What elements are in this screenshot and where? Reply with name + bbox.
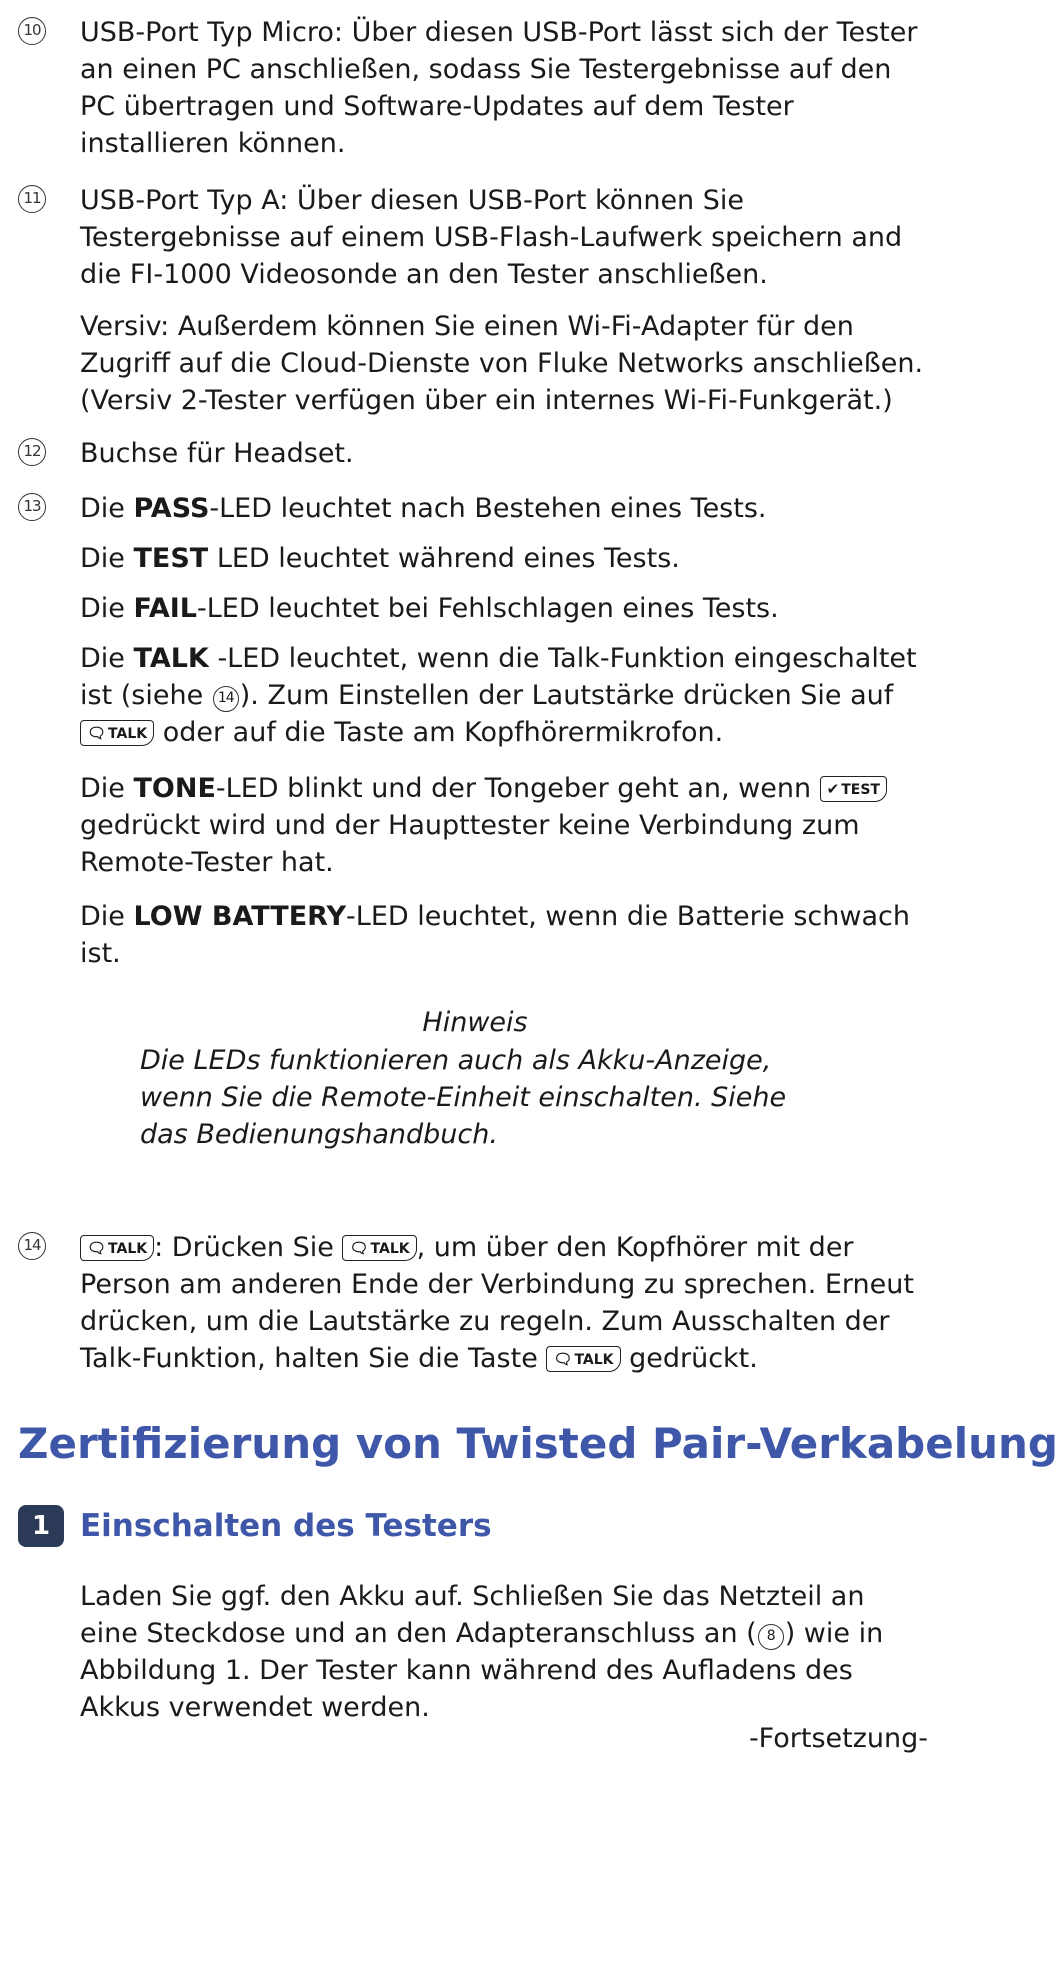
speech-bubble-icon: 🗨︎ <box>87 1239 107 1257</box>
item-text: USB-Port Typ Micro: Über diesen USB-Port lässt sich der Tester an einen PC anschließen, sodass Sie Testergebnisse auf den PC übertragen und Software-Updates auf dem Tester installieren können. <box>80 17 918 159</box>
item-14 <box>18 1229 930 1377</box>
item-11 <box>18 182 930 293</box>
test-key: ✔ TEST <box>820 776 887 802</box>
talk-key: 🗨︎ TALK <box>80 1235 154 1261</box>
fail-label: FAIL <box>133 593 197 624</box>
low-battery-led-text: Die LOW BATTERY-LED leuchtet, wenn die Batterie schwach ist. <box>80 901 910 969</box>
step-title: Einschalten des Testers <box>80 1508 492 1544</box>
item-10 <box>18 14 930 162</box>
checkmark-icon: ✔ <box>826 780 840 798</box>
item-11-versiv-note: Versiv: Außerdem können Sie einen Wi-Fi-Adapter für den Zugriff auf die Cloud-Dienste von Fluke Networks anschließen. (Versiv 2-Tester verfügen über ein internes Wi-Fi-Funkgerät.) <box>80 311 924 416</box>
item-number: 13 <box>18 493 46 521</box>
note-title: Hinweis <box>422 1007 528 1038</box>
talk-key: 🗨︎ TALK <box>80 720 154 746</box>
speech-bubble-icon: 🗨︎ <box>349 1239 369 1257</box>
talk-led-text: Die TALK -LED leuchtet, wenn die Talk-Funktion eingeschaltet ist (siehe 14 ). Zum Einstellen der Lautstärke drücken Sie auf 🗨︎ TALK oder auf die Taste am Kopfhörermikrofon. <box>80 643 917 748</box>
talk-key: 🗨︎ TALK <box>546 1346 620 1372</box>
step-number-badge: 1 <box>18 1505 64 1547</box>
step-body: Laden Sie ggf. den Akku auf. Schließen Sie das Netzteil an eine Steckdose und an den Adapteranschluss an ( 8 ) wie in Abbildung 1. Der Tester kann während des Aufladens des Akkus verwendet werden. <box>80 1581 884 1723</box>
tone-led-text: Die TONE-LED blinkt und der Tongeber geht an, wenn ✔ TEST gedrückt wird und der Haupttester keine Verbindung zum Remote-Tester hat. <box>80 770 930 881</box>
item-reference: 14 <box>213 686 239 712</box>
pass-led-text: Die PASS-LED leuchtet nach Bestehen eines Tests. <box>80 493 767 524</box>
test-led-text: Die TEST LED leuchtet während eines Tests. <box>80 543 680 574</box>
item-reference: 8 <box>758 1624 784 1650</box>
item-text: USB-Port Typ A: Über diesen USB-Port können Sie Testergebnisse auf einem USB-Flash-Laufwerk speichern and die FI-1000 Videosonde an den Tester anschließen. <box>80 185 903 290</box>
item-number: 11 <box>18 185 46 213</box>
item-text: Buchse für Headset. <box>80 438 354 469</box>
item-number: 12 <box>18 438 46 466</box>
item-12 <box>18 435 930 472</box>
item-number: 10 <box>18 17 46 45</box>
speech-bubble-icon: 🗨︎ <box>553 1350 573 1368</box>
test-label: TEST <box>133 543 209 574</box>
item-number: 14 <box>18 1232 46 1260</box>
continued-marker: -Fortsetzung- <box>748 1723 928 1754</box>
fail-led-text: Die FAIL-LED leuchtet bei Fehlschlagen eines Tests. <box>80 593 779 624</box>
low-battery-label: LOW BATTERY <box>133 901 347 932</box>
talk-label: TALK <box>133 643 209 674</box>
tone-label: TONE <box>133 773 216 804</box>
talk-key: 🗨︎ TALK <box>342 1235 416 1261</box>
item-text: 🗨︎ TALK : Drücken Sie 🗨︎ TALK , um über den Kopfhörer mit der Person am anderen Ende der Verbindung zu sprechen. Erneut drücken, um die Lautstärke zu regeln. Zum Ausschalten der Talk-Funktion, halten Sie die Taste 🗨︎ TALK gedrückt. <box>80 1232 914 1374</box>
speech-bubble-icon: 🗨︎ <box>87 724 107 742</box>
section-heading: Zertifizierung von Twisted Pair-Verkabelung <box>18 1419 1058 1468</box>
note-body: Die LEDs funktionieren auch als Akku-Anzeige, wenn Sie die Remote-Einheit einschalten. Siehe das Bedienungshandbuch. <box>140 1045 787 1150</box>
item-13 <box>18 490 930 527</box>
pass-label: PASS <box>133 493 210 524</box>
